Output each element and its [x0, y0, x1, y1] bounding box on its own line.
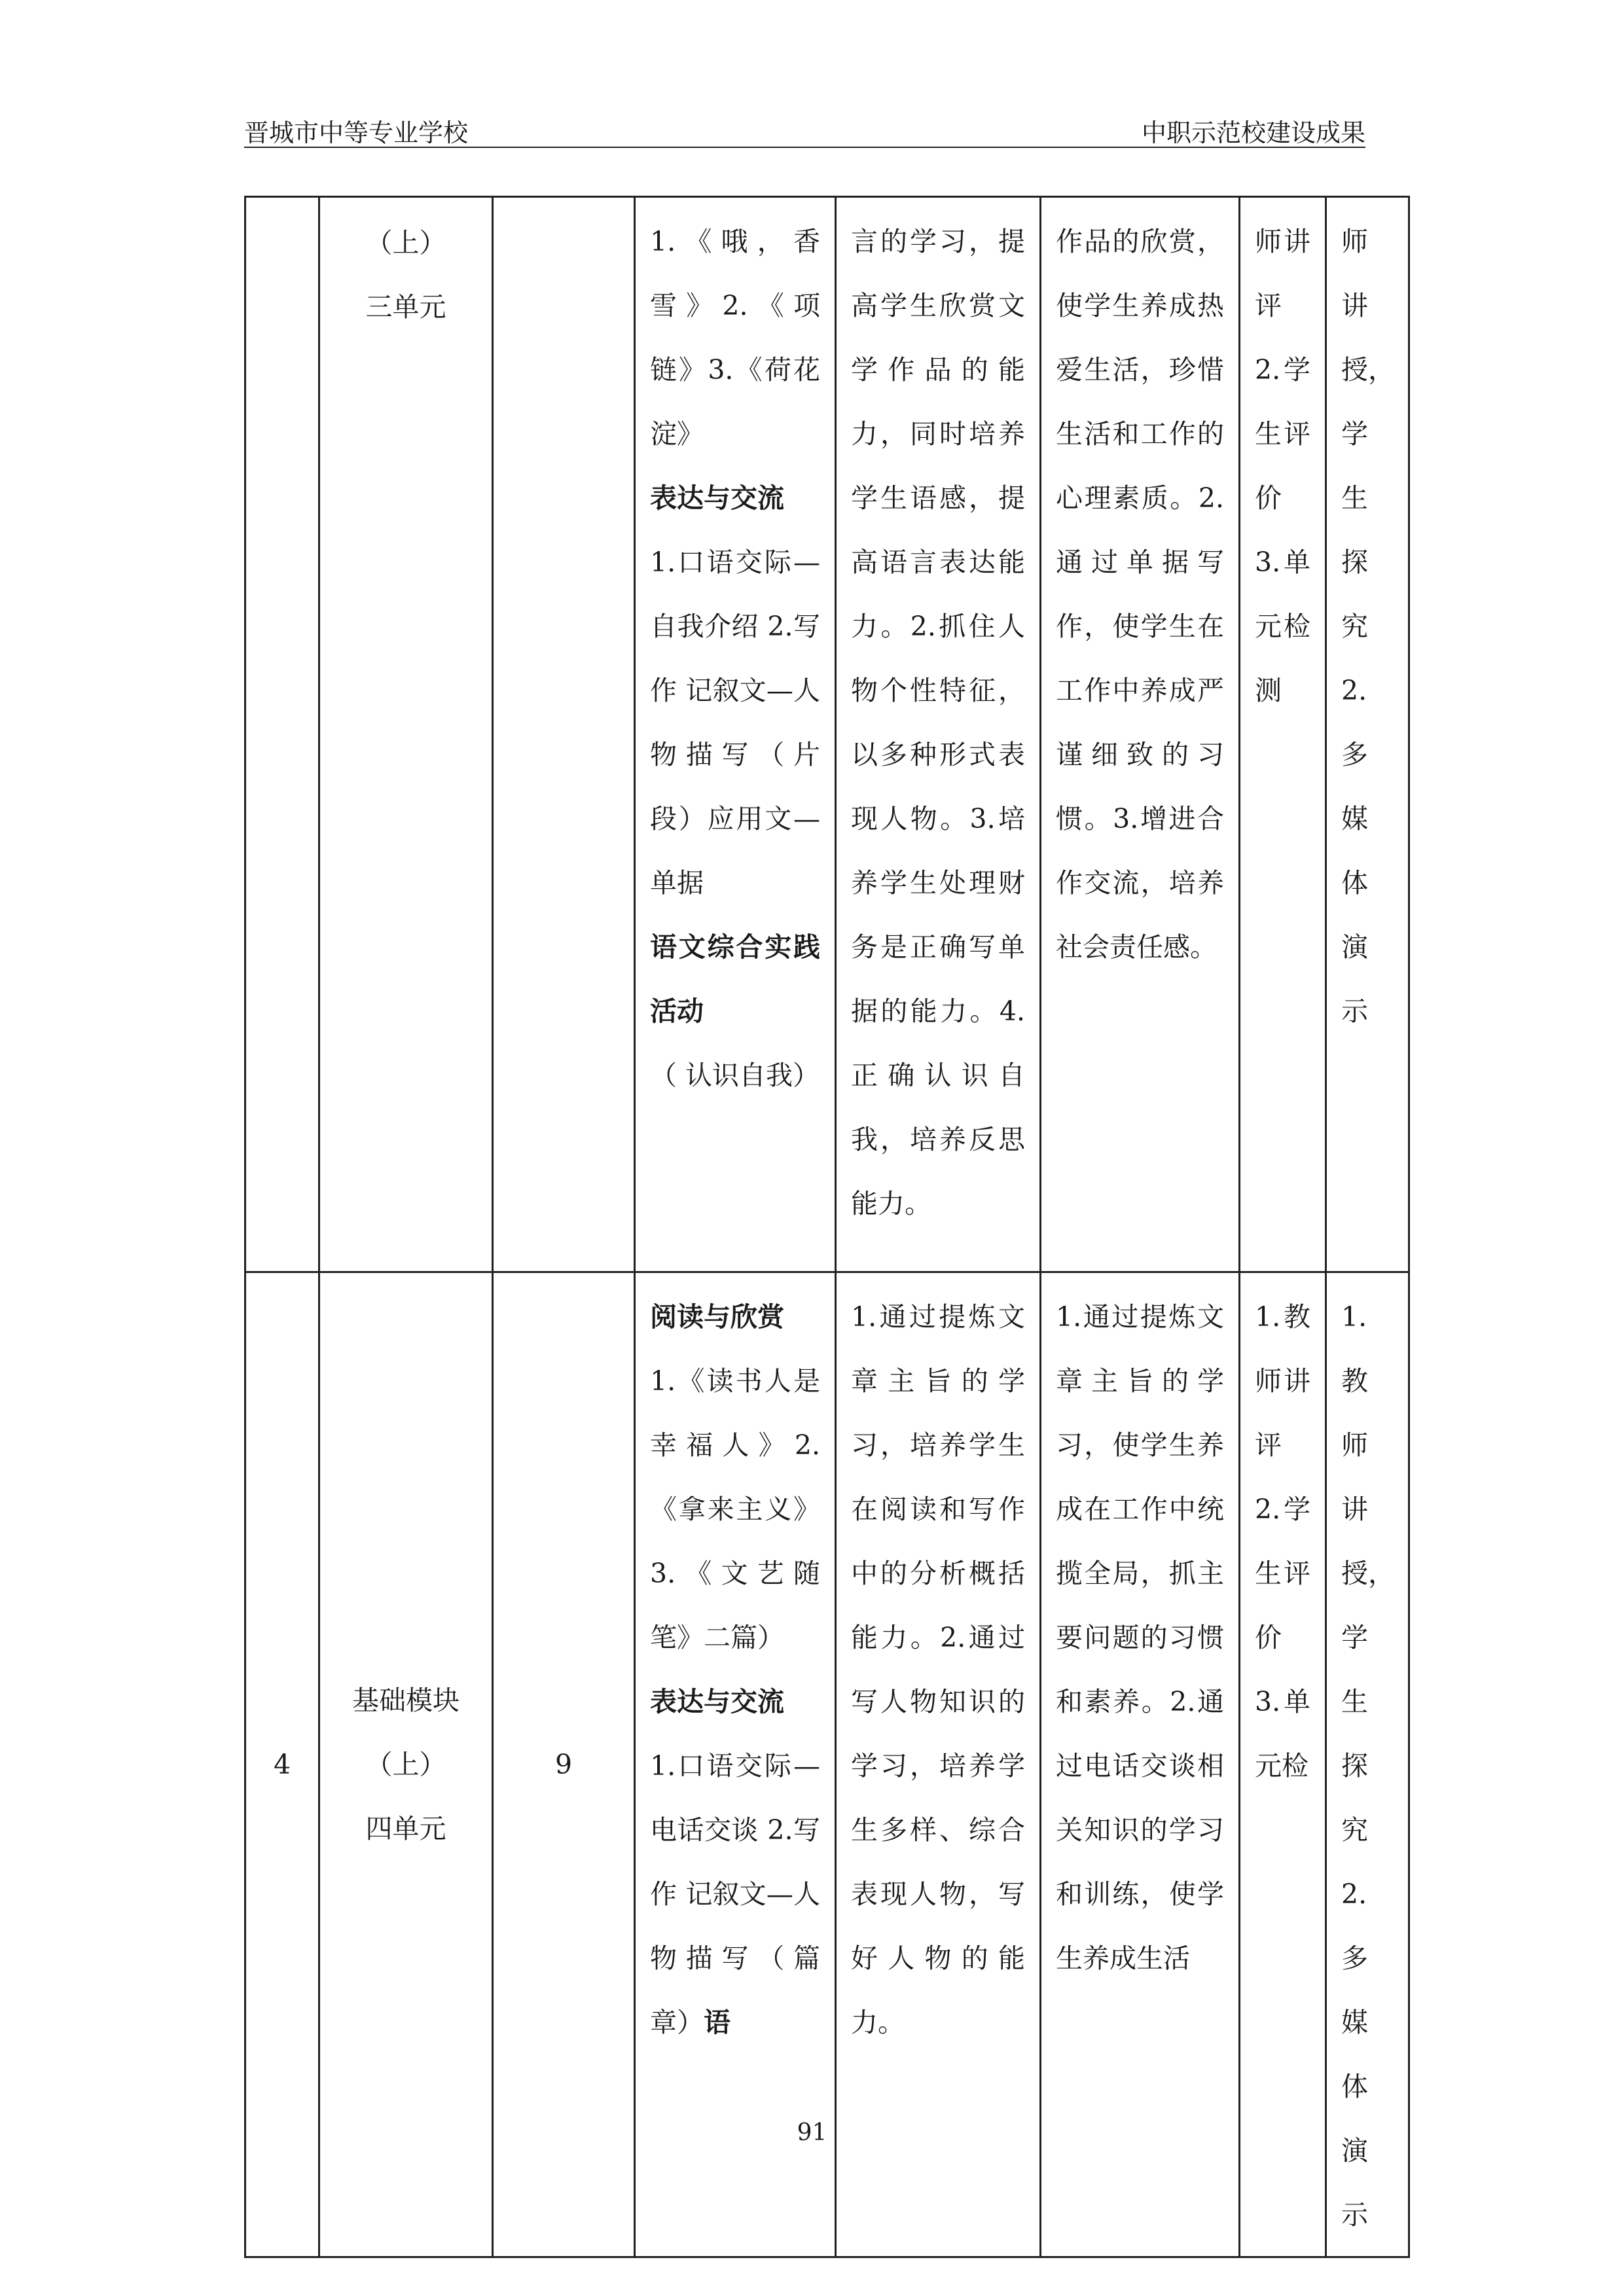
cell-quality-goal: 1.通过提炼文章主旨的学习，使学生养成在工作中统揽全局，抓主要问题的习惯和素养。2.通过电话交谈相关知识的学习和训练，使学生养成生活 — [1041, 1272, 1240, 2257]
module-line: （上） — [365, 1749, 446, 1780]
table-row — [245, 1272, 1409, 2257]
header-school-name: 晋城市中等专业学校 — [244, 118, 469, 147]
module-line: 基础模块 — [352, 1685, 460, 1716]
content-heading: 语 — [704, 2007, 731, 2038]
module-line: 四单元 — [365, 1813, 446, 1844]
cell-content — [635, 1272, 836, 2257]
cell-content — [635, 197, 836, 1272]
page-number: 91 — [797, 2119, 827, 2146]
cell-evaluation: 1.教师讲评 2.学生评价 3.单元检 — [1240, 1272, 1326, 2257]
content-text: 1.《哦，香雪》2.《项链》3.《荷花淀》 — [650, 226, 820, 450]
content-heading: 表达与交流 — [650, 1686, 784, 1717]
cell-method: 师讲授，学生探究 2.多媒体演示 — [1326, 197, 1409, 1272]
cell-hours — [493, 197, 635, 1272]
content-heading: 阅读与欣赏 — [650, 1301, 784, 1333]
cell-number: 4 — [245, 1272, 319, 2257]
cell-hours: 9 — [493, 1272, 635, 2257]
cell-quality-goal: 作品的欣赏，使学生养成热爱生活，珍惜生活和工作的心理素质。2.通过单据写作，使学生在工作中养成严谨细致的习惯。3.增进合作交流，培养社会责任感。 — [1041, 197, 1240, 1272]
content-text: 1.口语交际—电话交谈 2.写作 记叙文—人物描写（篇章） — [650, 1750, 820, 2038]
cell-ability-goal: 言的学习，提高学生欣赏文学作品的能力，同时培养学生语感，提高语言表达能力。2.抓住人物个性特征，以多种形式表现人物。3.培养学生处理财务是正确写单据的能力。4.正确认识自我，培养反思能力。 — [836, 197, 1041, 1272]
cell-module — [319, 197, 493, 1272]
curriculum-table — [244, 196, 1410, 2258]
content-heading: 表达与交流 — [650, 482, 784, 514]
module-line: 三单元 — [365, 291, 446, 323]
cell-ability-goal: 1.通过提炼文章主旨的学习，培养学生在阅读和写作中的分析概括能力。2.通过写人物知识的学习，培养学生多样、综合表现人物，写好人物的能力。 — [836, 1272, 1041, 2257]
cell-number — [245, 197, 319, 1272]
page-header — [244, 113, 1365, 148]
content-text: 1.《读书人是幸福人》2.《拿来主义》3.《文艺随笔》二篇） — [650, 1365, 820, 1653]
header-title: 中职示范校建设成果 — [1141, 118, 1365, 147]
cell-evaluation: 师讲评 2.学生评价 3.单元检测 — [1240, 197, 1326, 1272]
table-row — [245, 197, 1409, 1272]
module-line: （上） — [365, 227, 446, 259]
content-text: 1.口语交际—自我介绍 2.写作 记叙文—人物描写（片段）应用文—单据 — [650, 547, 820, 899]
content-text: （ 认识自我） — [650, 1060, 820, 1091]
cell-module — [319, 1272, 493, 2257]
cell-method: 1.教师讲授，学生探究 2.多媒体演示 — [1326, 1272, 1409, 2257]
content-heading: 语文综合实践活动 — [650, 931, 820, 1027]
